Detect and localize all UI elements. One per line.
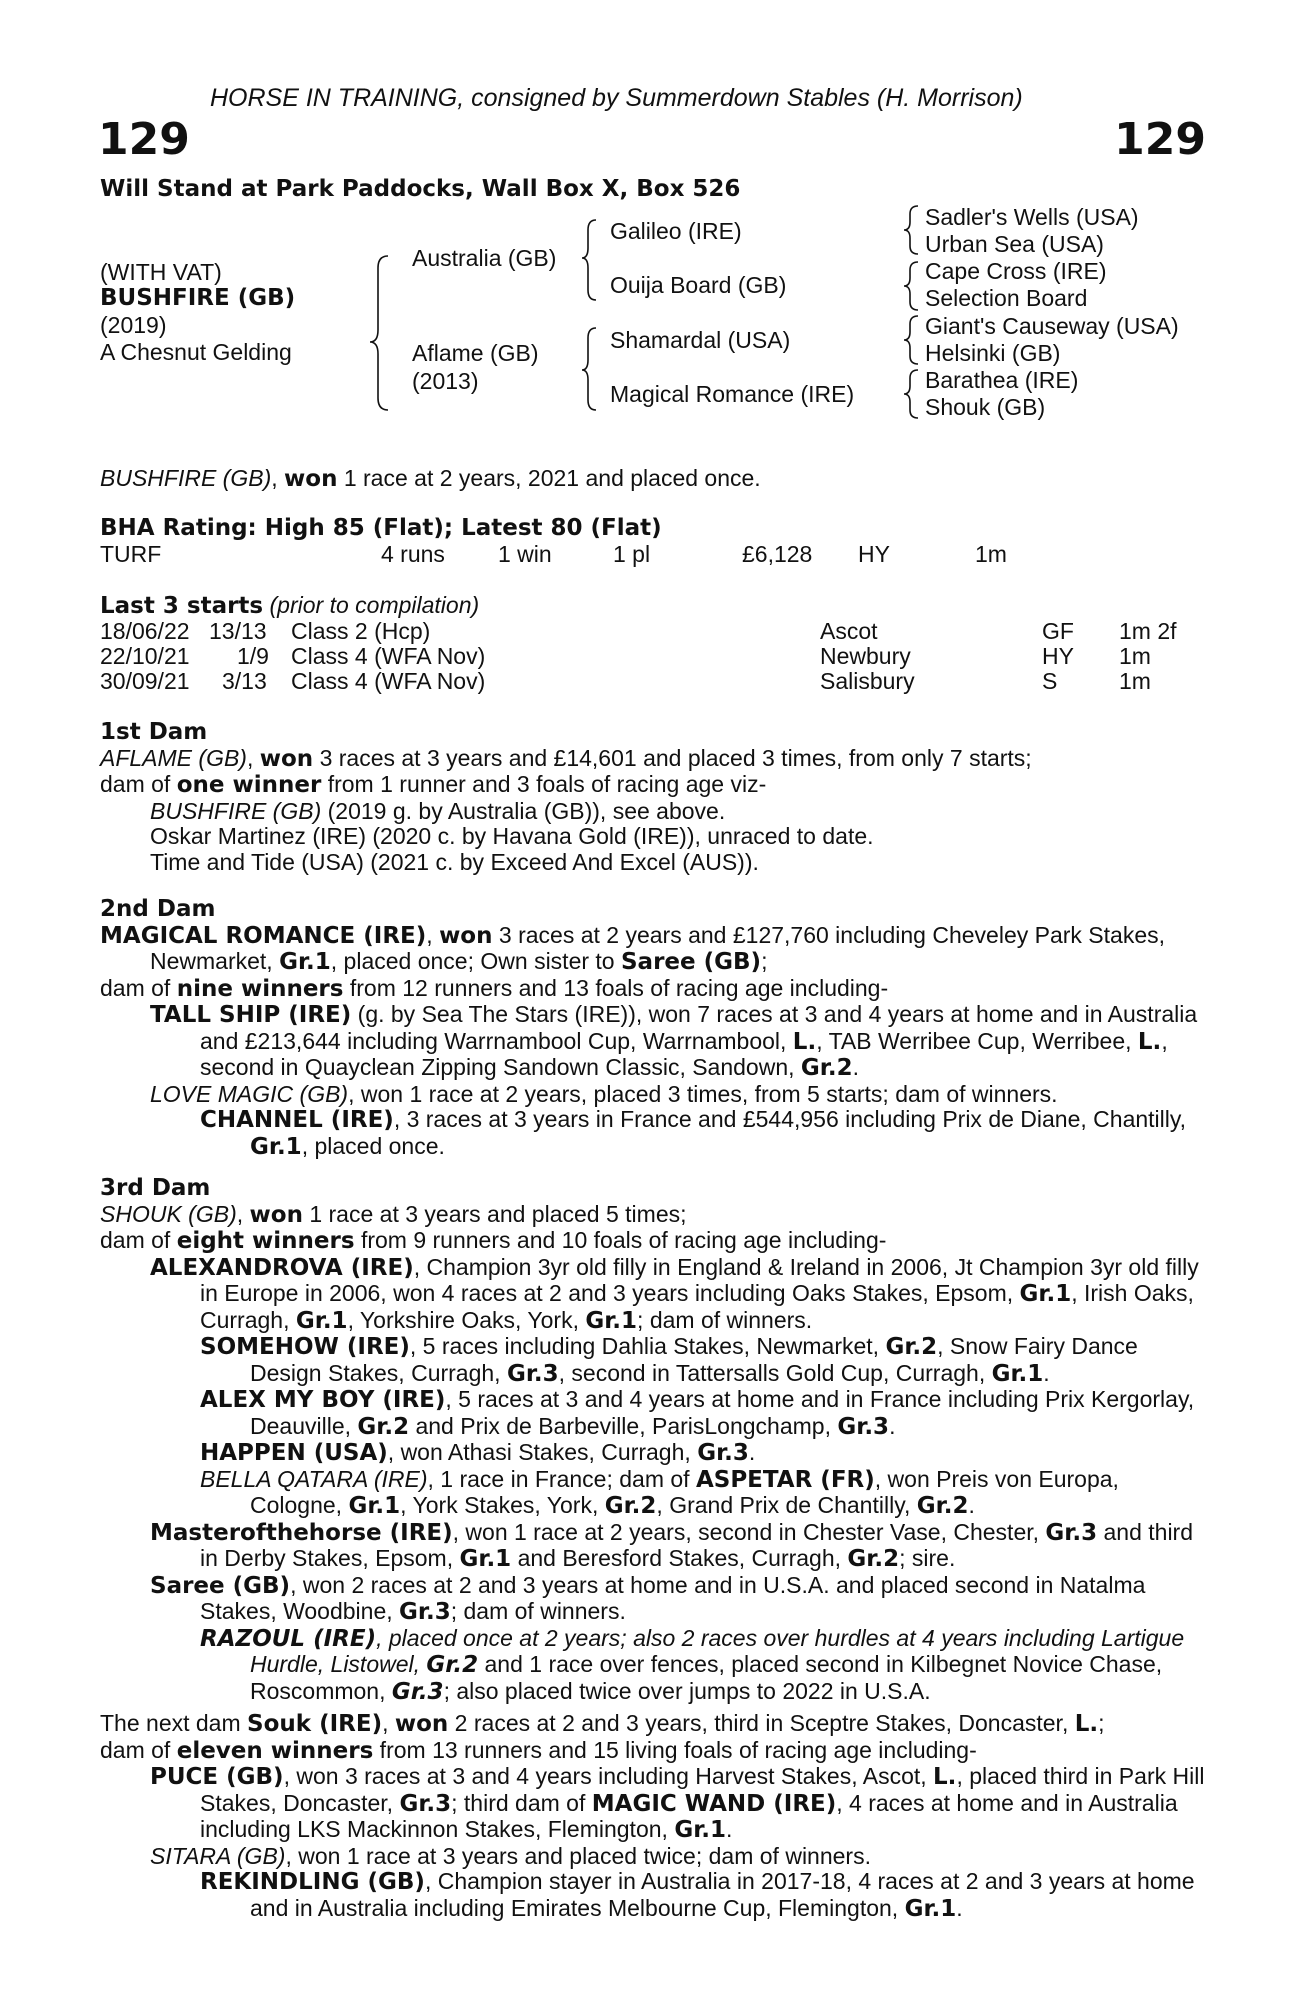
horse-year: (2019) [100, 312, 167, 338]
dam-sire: Shamardal (USA) [610, 327, 791, 353]
start-distance: 1m [1119, 668, 1151, 694]
section-heading: 2nd Dam [100, 896, 216, 922]
rating-distance: 1m [975, 541, 1007, 567]
dam-dam: Magical Romance (IRE) [610, 381, 855, 407]
dam-produce-summary: dam of eleven winners from 13 runners and 15 living foals of racing age including- [100, 1736, 977, 1764]
first-dam-section [100, 720, 1205, 875]
start-race: Class 2 (Hcp) [291, 618, 431, 644]
section-heading: 3rd Dam [100, 1175, 211, 1201]
rating-surface: TURF [100, 541, 162, 567]
location: Will Stand at Park Paddocks, Wall Box X, Box 526 [100, 176, 741, 202]
start-date: 18/06/22 [100, 618, 190, 644]
produce-entry: Saree (GB), won 2 races at 2 and 3 years at home and in U.S.A. and placed second in Natalma Stakes, Woodbine, Gr.3; dam of winners. [150, 1571, 1146, 1625]
start-going: HY [1042, 643, 1074, 669]
produce-entry: PUCE (GB), won 3 races at 3 and 4 years including Harvest Stakes, Ascot, L., placed third in Park Hill Stakes, Doncaster, Gr.3; third dam of MAGIC WAND (IRE), 4 races at home and in Australia including LKS Mackinnon Stakes, Flemington, Gr.1. [150, 1763, 1205, 1843]
catalogue-header: HORSE IN TRAINING, consigned by Summerdown Stables (H. Morrison) [210, 84, 1023, 112]
ancestor-8: Shouk (GB) [925, 394, 1046, 420]
start-distance: 1m [1119, 643, 1151, 669]
lot-number-right: 129 [1114, 114, 1206, 165]
produce-entry: REKINDLING (GB), Champion stayer in Australia in 2017-18, 4 races at 2 and 3 years at home and in Australia including Emirates Melbourne Cup, Flemington, Gr.1. [200, 1868, 1195, 1922]
ancestor-7: Barathea (IRE) [925, 367, 1079, 393]
section-heading: 1st Dam [100, 719, 208, 745]
lot-number-left: 129 [98, 114, 190, 165]
dam-record: SHOUK (GB), won 1 race at 3 years and placed 5 times; [100, 1200, 687, 1228]
start-position: 1/9 [237, 643, 269, 669]
race-summary: BUSHFIRE (GB), won 1 race at 2 years, 2021 and placed once. [100, 465, 761, 492]
sire: Australia (GB) [412, 245, 557, 271]
produce-entry: TALL SHIP (IRE) (g. by Sea The Stars (IRE)), won 7 races at 3 and 4 years at home and in Australia and £213,644 including Warrnambool Cup, Warrnambool, L., TAB Werribee Cup, Werribee, L., second in Quayclean Zipping Sandown Classic, Sandown, Gr.2. [150, 1001, 1198, 1081]
produce-entry: LOVE MAGIC (GB), won 1 race at 2 years, placed 3 times, from 5 starts; dam of winners. [150, 1080, 1058, 1107]
dam-produce-summary: dam of one winner from 1 runner and 3 foals of racing age viz- [100, 771, 767, 798]
start-course: Newbury [820, 643, 911, 669]
start-course: Salisbury [820, 668, 915, 694]
starts-heading: Last 3 starts (prior to compilation) [100, 592, 480, 619]
rating-earnings: £6,128 [742, 541, 813, 567]
produce-entry: ALEXANDROVA (IRE), Champion 3yr old filly in England & Ireland in 2006, Jt Champion 3yr old filly in Europe in 2006, won 4 races at 2 and 3 years including Oaks Stakes, Epsom, Gr.1, Irish Oaks, Curragh, Gr.1, Yorkshire Oaks, York, Gr.1; dam of winners. [150, 1253, 1199, 1334]
start-going: GF [1042, 618, 1074, 644]
ancestor-5: Giant's Causeway (USA) [925, 313, 1179, 339]
start-date: 30/09/21 [100, 668, 190, 694]
ancestor-4: Selection Board [925, 285, 1088, 311]
sire-sire: Galileo (IRE) [610, 218, 742, 244]
start-race: Class 4 (WFA Nov) [291, 643, 486, 669]
dam-produce-summary: dam of eight winners from 9 runners and 10 foals of racing age including- [100, 1227, 887, 1254]
produce-entry: SITARA (GB), won 1 race at 3 years and placed twice; dam of winners. [150, 1842, 871, 1869]
produce-entry: SOMEHOW (IRE), 5 races including Dahlia Stakes, Newmarket, Gr.2, Snow Fairy Dance Design Stakes, Curragh, Gr.3, second in Tattersalls Gold Cup, Curragh, Gr.1. [200, 1333, 1138, 1387]
produce-entry: Oskar Martinez (IRE) (2020 c. by Havana Gold (IRE)), unraced to date. [150, 823, 874, 849]
ancestor-3: Cape Cross (IRE) [925, 258, 1107, 284]
rating-going: HY [858, 541, 890, 567]
dam-record: MAGICAL ROMANCE (IRE), won 3 races at 2 years and £127,760 including Cheveley Park Stakes, Newmarket, Gr.1, placed once; Own sister to Saree (GB); [100, 921, 1166, 975]
produce-entry: ALEX MY BOY (IRE), 5 races at 3 and 4 years at home and in France including Prix Kergorlay, Deauville, Gr.2 and Prix de Barbeville, ParisLongchamp, Gr.3. [200, 1386, 1195, 1440]
third-dam-section [100, 1176, 1205, 1705]
start-race: Class 4 (WFA Nov) [291, 668, 486, 694]
dam-produce-summary: dam of nine winners from 12 runners and 13 foals of racing age including- [100, 974, 889, 1002]
ancestor-1: Sadler's Wells (USA) [925, 204, 1139, 230]
start-distance: 1m 2f [1119, 618, 1177, 644]
start-position: 13/13 [209, 618, 267, 644]
start-course: Ascot [820, 618, 878, 644]
dam-record: The next dam Souk (IRE), won 2 races at 2 and 3 years, third in Sceptre Stakes, Doncaster, L.; [100, 1710, 1105, 1737]
start-date: 22/10/21 [100, 643, 190, 669]
sire-dam: Ouija Board (GB) [610, 272, 787, 298]
dam-record: AFLAME (GB), won 3 races at 3 years and £14,601 and placed 3 times, from only 7 starts; [100, 744, 1032, 772]
produce-entry: Time and Tide (USA) (2021 c. by Exceed And Excel (AUS)). [150, 848, 759, 875]
produce-entry: HAPPEN (USA), won Athasi Stakes, Curragh, Gr.3. [200, 1439, 756, 1466]
ancestor-6: Helsinki (GB) [925, 340, 1061, 366]
start-position: 3/13 [222, 668, 267, 694]
dam-year: (2013) [412, 368, 479, 394]
second-dam-section [100, 897, 1205, 1160]
vat-label: (WITH VAT) [100, 259, 222, 285]
produce-entry: RAZOUL (IRE), placed once at 2 years; also 2 races over hurdles at 4 years including Lartigue Hurdle, Listowel, Gr.2 and 1 race over fences, placed second in Kilbegnet Novice Chase, Roscommon, Gr.3; also placed twice over jumps to 2022 in U.S.A. [200, 1624, 1185, 1705]
rating-placed: 1 pl [613, 541, 651, 567]
rating-runs: 4 runs [381, 541, 445, 567]
dam: Aflame (GB) [412, 340, 539, 366]
produce-entry: BELLA QATARA (IRE), 1 race in France; dam of ASPETAR (FR), won Preis von Europa, Cologne, Gr.1, York Stakes, York, Gr.2, Grand Prix de Chantilly, Gr.2. [200, 1465, 1119, 1519]
produce-entry: Masterofthehorse (IRE), won 1 race at 2 years, second in Chester Vase, Chester, Gr.3 and third in Derby Stakes, Epsom, Gr.1 and Beresford Stakes, Curragh, Gr.2; sire. [150, 1518, 1194, 1572]
bha-rating: BHA Rating: High 85 (Flat); Latest 80 (Flat) [100, 515, 662, 541]
produce-entry: CHANNEL (IRE), 3 races at 3 years in France and £544,956 including Prix de Diane, Chantilly, Gr.1, placed once. [200, 1106, 1187, 1160]
horse-name: BUSHFIRE (GB) [100, 285, 296, 311]
start-going: S [1042, 668, 1058, 694]
rating-wins: 1 win [498, 541, 552, 567]
horse-description: A Chesnut Gelding [100, 339, 292, 365]
ancestor-2: Urban Sea (USA) [925, 231, 1104, 257]
next-dam-section [100, 1711, 1205, 1922]
produce-entry: BUSHFIRE (GB) (2019 g. by Australia (GB)), see above. [150, 797, 726, 824]
